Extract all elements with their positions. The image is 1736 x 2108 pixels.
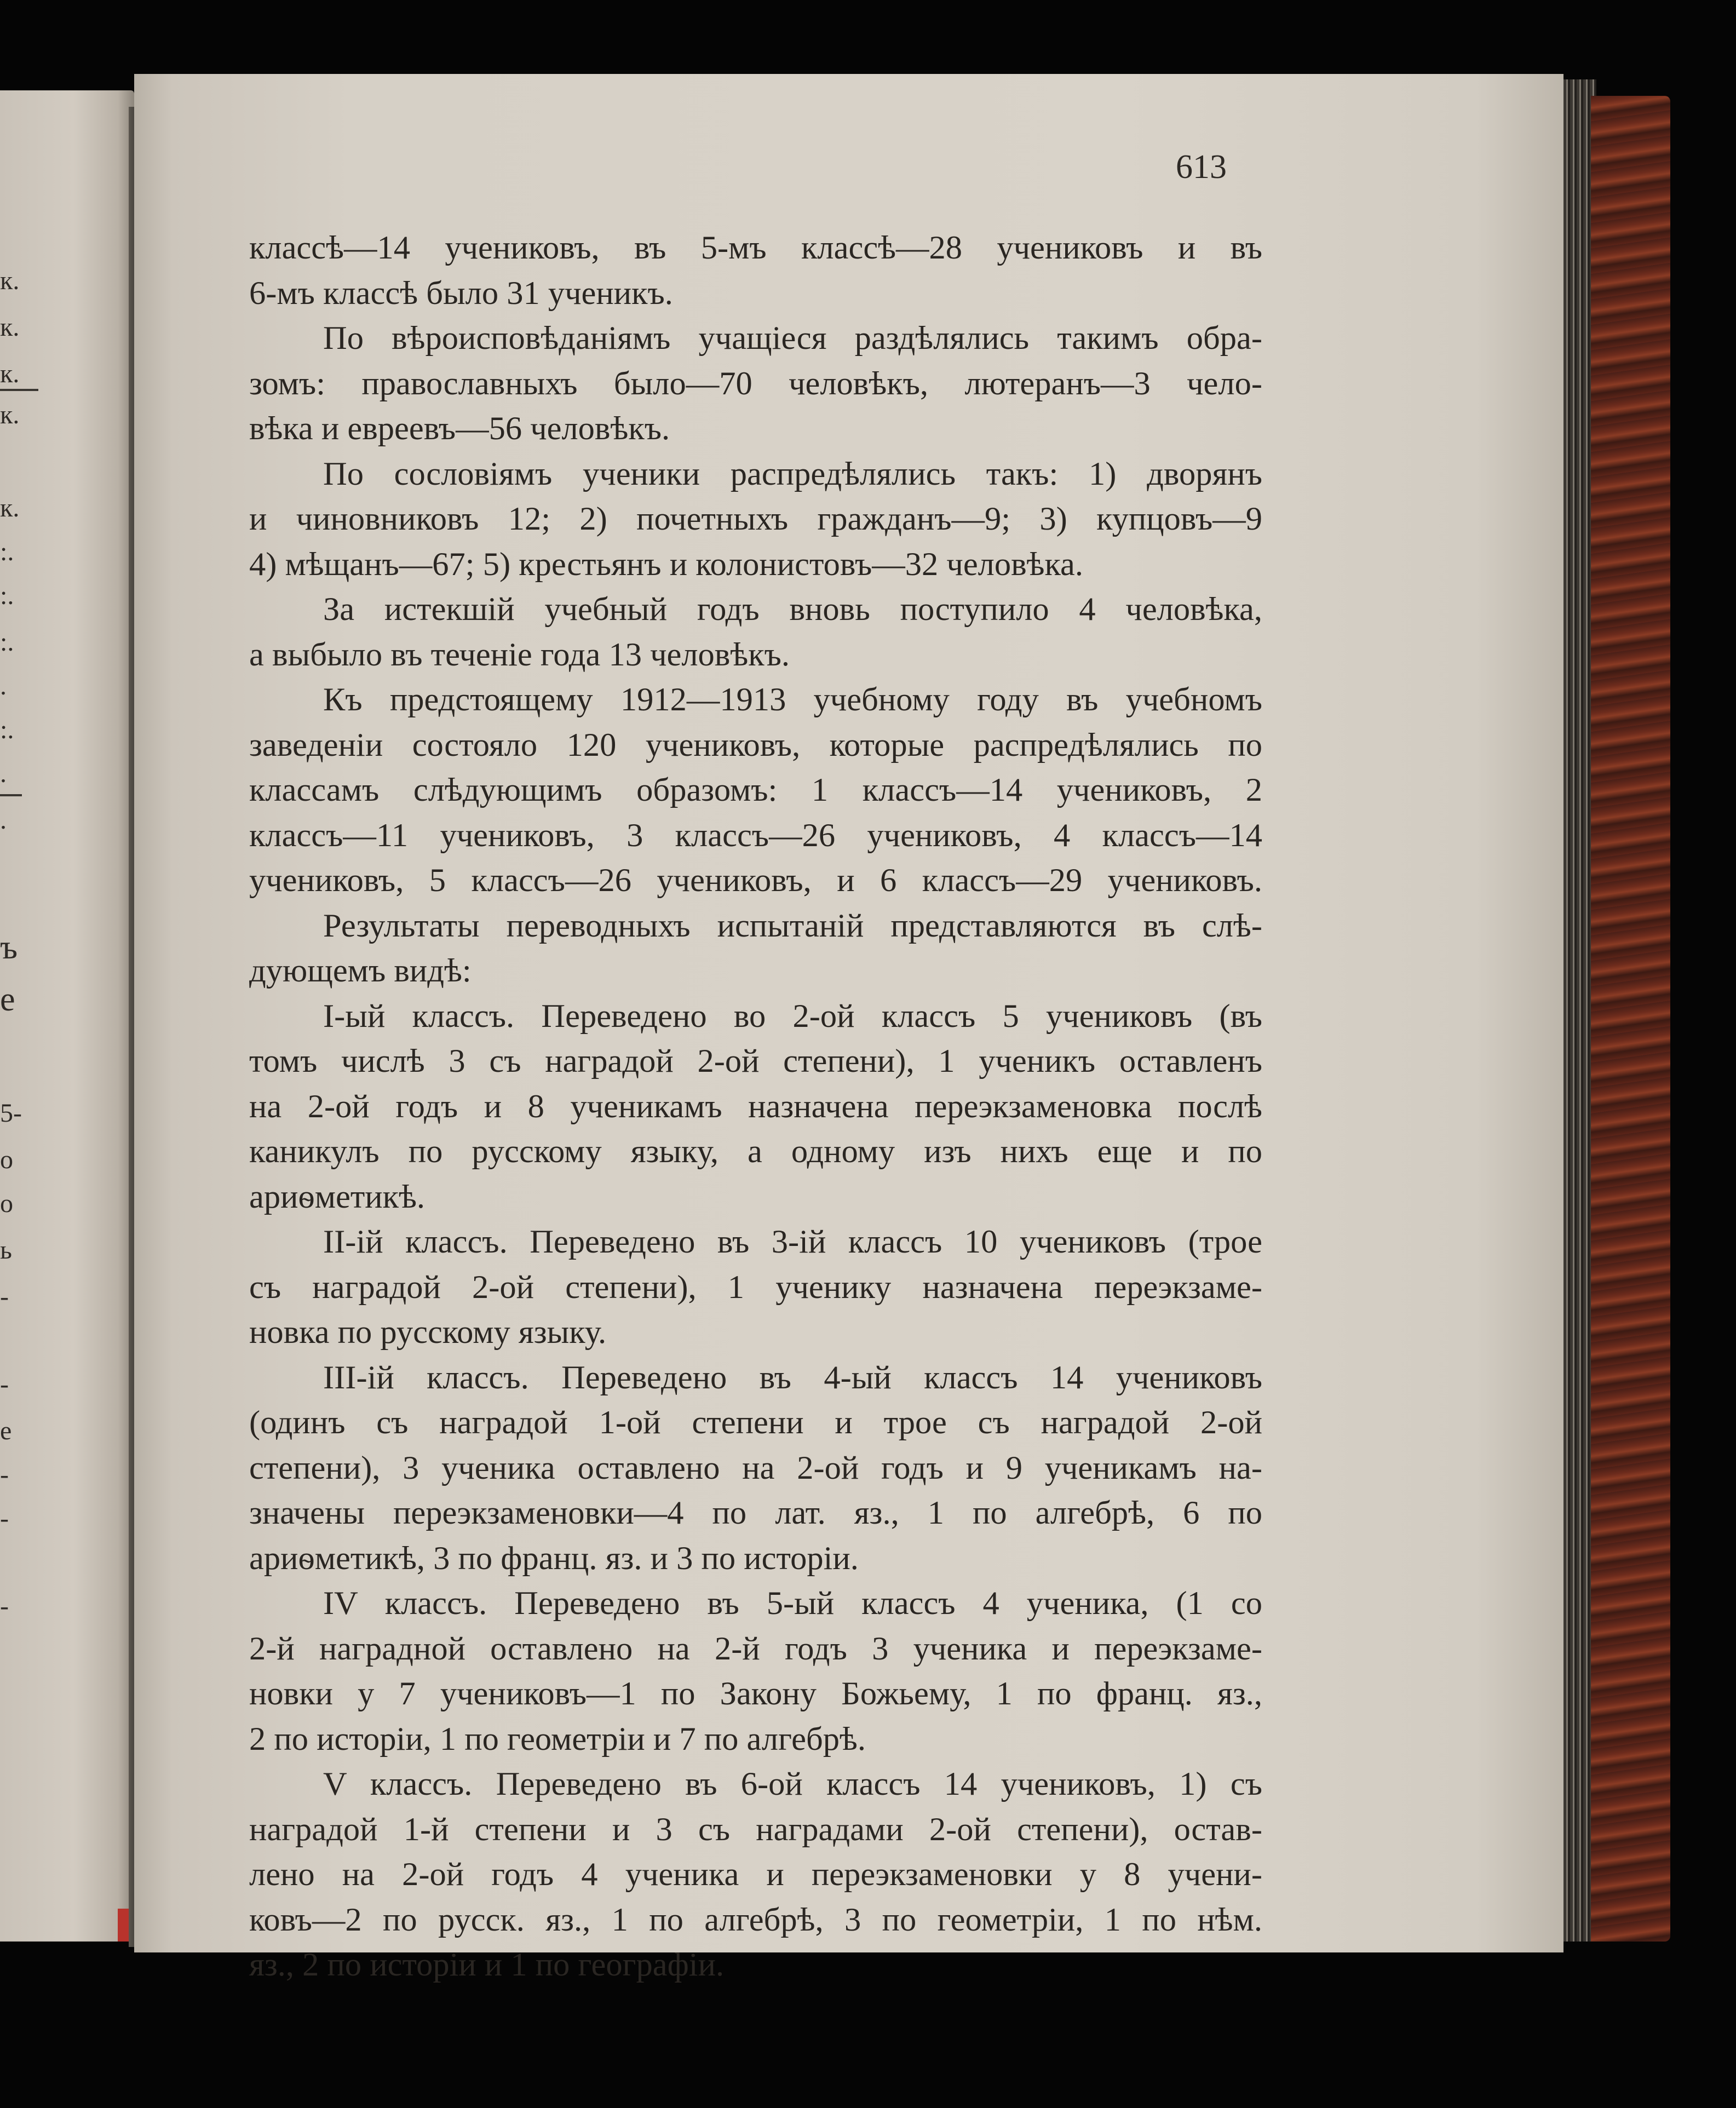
left-page-fragment: к. bbox=[0, 400, 20, 429]
text-line: 2 по исторіи, 1 по геометріи и 7 по алгебрѣ. bbox=[249, 1720, 866, 1757]
left-page-fragment: е bbox=[0, 1416, 12, 1445]
text-line: съ наградой 2-ой степени), 1 ученику назначена переэкзаме- bbox=[249, 1268, 1262, 1306]
left-page-rule bbox=[0, 389, 38, 391]
text-line: степени), 3 ученика оставлено на 2-ой годъ и 9 ученикамъ на- bbox=[249, 1449, 1262, 1486]
text-line: классъ—11 учениковъ, 3 классъ—26 учениковъ, 4 классъ—14 bbox=[249, 817, 1262, 854]
text-line: зомъ: православныхъ было—70 человѣкъ, лютеранъ—3 чело- bbox=[249, 365, 1262, 402]
left-page-fragment: - bbox=[0, 1592, 9, 1621]
left-page-fragment: ь bbox=[0, 1236, 12, 1265]
text-line: ариѳметикѣ, 3 по франц. яз. и 3 по исторіи. bbox=[249, 1540, 859, 1577]
text-line: наградой 1-й степени и 3 съ наградами 2-ой степени), остав- bbox=[249, 1811, 1262, 1848]
left-page-fragment: к. bbox=[0, 493, 20, 522]
text-line: По сословіямъ ученики распредѣлялись такъ: 1) дворянъ bbox=[323, 455, 1262, 492]
left-page-fragment: - bbox=[0, 1504, 9, 1533]
text-line: 6-мъ классѣ было 31 ученикъ. bbox=[249, 274, 673, 312]
left-page-edge bbox=[0, 90, 134, 1942]
text-line: на 2-ой годъ и 8 ученикамъ назначена переэкзаменовка послѣ bbox=[249, 1088, 1262, 1125]
page-number: 613 bbox=[1176, 148, 1227, 186]
text-line: яз., 2 по исторіи и 1 по географіи. bbox=[249, 1946, 725, 1983]
text-line: ковъ—2 по русск. яз., 1 по алгебрѣ, 3 по геометріи, 1 по нѣм. bbox=[249, 1901, 1262, 1938]
text-line: 4) мѣщанъ—67; 5) крестьянъ и колонистовъ—32 человѣка. bbox=[249, 545, 1083, 583]
left-page-fragment: . bbox=[0, 759, 7, 788]
text-line: учениковъ, 5 классъ—26 учениковъ, и 6 классъ—29 учениковъ. bbox=[249, 862, 1262, 899]
text-line: классѣ—14 учениковъ, въ 5-мъ классѣ—28 учениковъ и въ bbox=[249, 229, 1262, 266]
left-page-fragment: :. bbox=[0, 537, 14, 566]
text-line: За истекшій учебный годъ вновь поступило 4 человѣка, bbox=[323, 591, 1262, 628]
text-line: классамъ слѣдующимъ образомъ: 1 классъ—14 учениковъ, 2 bbox=[249, 772, 1262, 808]
left-page-fragment: . bbox=[0, 671, 7, 700]
left-page-fragment: 5- bbox=[0, 1099, 22, 1128]
text-line: значены переэкзаменовки—4 по лат. яз., 1 по алгебрѣ, 6 по bbox=[249, 1495, 1262, 1531]
left-page-fragment: - bbox=[0, 1370, 9, 1399]
body-text bbox=[249, 226, 1262, 1988]
left-page-fragment: к. bbox=[0, 266, 20, 295]
text-line: V классъ. Переведено въ 6-ой классъ 14 учениковъ, 1) съ bbox=[323, 1766, 1262, 1802]
text-line: вѣка и евреевъ—56 человѣкъ. bbox=[249, 410, 670, 447]
left-page-fragment: :. bbox=[0, 628, 14, 657]
text-line: 2-й наградной оставлено на 2-й годъ 3 ученика и переэкзаме- bbox=[249, 1630, 1262, 1667]
text-line: дующемъ видѣ: bbox=[249, 952, 472, 989]
left-page-fragment: ъ bbox=[0, 929, 18, 966]
text-line: томъ числѣ 3 съ наградой 2-ой степени), 1 ученикъ оставленъ bbox=[249, 1043, 1262, 1079]
text-line: заведеніи состояло 120 учениковъ, которые распредѣлялись по bbox=[249, 726, 1262, 763]
book-cover-edge bbox=[1591, 96, 1670, 1942]
left-page-fragment: :. bbox=[0, 581, 14, 610]
left-page-fragment: о bbox=[0, 1189, 13, 1218]
text-line: Результаты переводныхъ испытаній представляются въ слѣ- bbox=[323, 907, 1262, 944]
text-line: новки у 7 учениковъ—1 по Закону Божьему, 1 по франц. яз., bbox=[249, 1675, 1262, 1712]
left-page-fragment: :. bbox=[0, 715, 14, 744]
text-line: каникулъ по русскому языку, а одному изъ нихъ еще и по bbox=[249, 1133, 1262, 1170]
left-page-fragment: - bbox=[0, 1282, 9, 1311]
text-line: новка по русскому языку. bbox=[249, 1314, 607, 1351]
left-page-rule bbox=[0, 794, 22, 796]
left-page-fragment: к. bbox=[0, 359, 20, 388]
text-line: Къ предстоящему 1912—1913 учебному году въ учебномъ bbox=[323, 681, 1262, 718]
text-line: (одинъ съ наградой 1-ой степени и трое съ наградой 2-ой bbox=[249, 1404, 1262, 1441]
text-line: и чиновниковъ 12; 2) почетныхъ гражданъ—9; 3) купцовъ—9 bbox=[249, 501, 1262, 537]
text-line: III-ій классъ. Переведено въ 4-ый классъ 14 учениковъ bbox=[323, 1359, 1262, 1396]
text-line: лено на 2-ой годъ 4 ученика и переэкзаменовки у 8 учени- bbox=[249, 1856, 1262, 1893]
text-line: а выбыло въ теченіе года 13 человѣкъ. bbox=[249, 636, 790, 673]
text-line: I-ый классъ. Переведено во 2-ой классъ 5 учениковъ (въ bbox=[323, 997, 1262, 1035]
left-page-fragment: - bbox=[0, 1460, 9, 1489]
text-line: По вѣроисповѣданіямъ учащіеся раздѣлялись такимъ обра- bbox=[323, 320, 1262, 357]
text-line: IV классъ. Переведено въ 5-ый классъ 4 ученика, (1 со bbox=[323, 1585, 1262, 1622]
left-page-fragment: к. bbox=[0, 313, 20, 342]
left-page-fragment: о bbox=[0, 1145, 13, 1174]
left-page-fragment: е bbox=[0, 981, 15, 1018]
left-page-fragment: . bbox=[0, 806, 7, 835]
text-line: ариѳметикѣ. bbox=[249, 1178, 426, 1215]
text-line: II-ій классъ. Переведено въ 3-ій классъ 10 учениковъ (трое bbox=[323, 1224, 1262, 1260]
